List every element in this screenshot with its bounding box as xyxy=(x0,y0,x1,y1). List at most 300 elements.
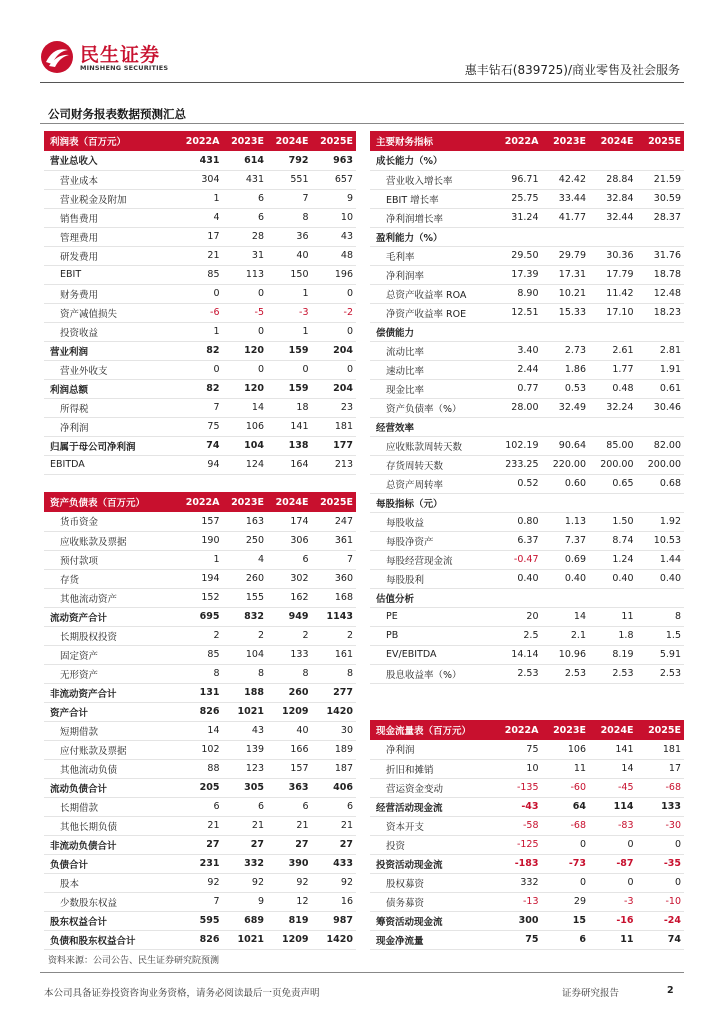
row-value: -58 xyxy=(494,816,542,835)
minsheng-logo-icon xyxy=(40,40,74,74)
row-label: 负债和股东权益合计 xyxy=(44,930,178,949)
table-row xyxy=(370,303,684,322)
row-label: 少数股东权益 xyxy=(44,892,178,911)
row-value: 31.24 xyxy=(494,208,542,227)
row-value: 17.10 xyxy=(589,303,637,322)
row-value: -16 xyxy=(589,911,637,930)
row-value: 332 xyxy=(223,854,268,873)
row-value: 0.40 xyxy=(589,569,637,588)
row-value: 15 xyxy=(542,911,590,930)
row-label: 总资产周转率 xyxy=(370,474,494,493)
row-value: 28 xyxy=(223,227,268,246)
row-value: 0 xyxy=(542,873,590,892)
row-value: 0 xyxy=(542,835,590,854)
row-value: 332 xyxy=(494,873,542,892)
row-value: 28.00 xyxy=(494,398,542,417)
row-value: 21 xyxy=(223,816,268,835)
table-row xyxy=(44,607,356,626)
row-value: 104 xyxy=(223,436,268,455)
row-value xyxy=(637,417,685,436)
row-value: -10 xyxy=(637,892,685,911)
row-value: 174 xyxy=(267,512,312,531)
row-value: -2 xyxy=(312,303,357,322)
table-row xyxy=(370,360,684,379)
table-row xyxy=(44,873,356,892)
row-value xyxy=(542,151,590,170)
row-value: 4 xyxy=(223,550,268,569)
row-value: 41.77 xyxy=(542,208,590,227)
row-value: 11 xyxy=(589,930,637,949)
row-label: 资产负债率（%） xyxy=(370,398,494,417)
table-row xyxy=(44,721,356,740)
row-value: 88 xyxy=(178,759,223,778)
row-value: 0 xyxy=(178,360,223,379)
row-label: 净利润 xyxy=(370,740,494,759)
row-label: 毛利率 xyxy=(370,246,494,265)
row-label: 投资活动现金流 xyxy=(370,854,494,873)
row-value: 9 xyxy=(312,189,357,208)
table-row xyxy=(370,664,684,683)
row-value: 74 xyxy=(178,436,223,455)
table-row xyxy=(44,797,356,816)
row-value: 1.24 xyxy=(589,550,637,569)
table-row xyxy=(370,740,684,759)
row-value: 431 xyxy=(223,170,268,189)
row-value: 1143 xyxy=(312,607,357,626)
header-year: 2025E xyxy=(637,720,685,740)
table-row xyxy=(370,493,684,512)
row-value: 75 xyxy=(494,930,542,949)
row-value: 187 xyxy=(312,759,357,778)
row-value: 551 xyxy=(267,170,312,189)
row-value: 0.48 xyxy=(589,379,637,398)
row-label: 每股收益 xyxy=(370,512,494,531)
header-year: 2025E xyxy=(312,131,357,151)
table-row xyxy=(370,797,684,816)
row-value: 3.40 xyxy=(494,341,542,360)
row-label: 现金比率 xyxy=(370,379,494,398)
row-label: 短期借款 xyxy=(44,721,178,740)
row-value: 1.77 xyxy=(589,360,637,379)
footer-report-type: 证券研究报告 xyxy=(562,988,620,999)
row-value: 92 xyxy=(178,873,223,892)
table-row xyxy=(44,341,356,360)
table-row xyxy=(44,702,356,721)
row-value: 832 xyxy=(223,607,268,626)
row-label: 总资产收益率 ROA xyxy=(370,284,494,303)
table-row xyxy=(44,322,356,341)
row-label: 无形资产 xyxy=(44,664,178,683)
row-value: 64 xyxy=(542,797,590,816)
row-value: 32.49 xyxy=(542,398,590,417)
row-value: 8 xyxy=(267,664,312,683)
table-row xyxy=(370,930,684,949)
row-value: 1 xyxy=(178,550,223,569)
row-value: 614 xyxy=(223,151,268,170)
row-label: 财务费用 xyxy=(44,284,178,303)
row-value: 247 xyxy=(312,512,357,531)
footer-disclaimer: 本公司具备证券投资咨询业务资格，请务必阅读最后一页免责声明 xyxy=(44,988,320,999)
row-value: 204 xyxy=(312,379,357,398)
row-label: 固定资产 xyxy=(44,645,178,664)
table-row xyxy=(370,398,684,417)
row-value: 6 xyxy=(267,797,312,816)
row-value: 305 xyxy=(223,778,268,797)
row-value: 120 xyxy=(223,379,268,398)
row-label: 速动比率 xyxy=(370,360,494,379)
row-value: 2.1 xyxy=(542,626,590,645)
row-value xyxy=(589,588,637,607)
row-value: 17.31 xyxy=(542,265,590,284)
row-value: 30 xyxy=(312,721,357,740)
table-row xyxy=(370,208,684,227)
table-row xyxy=(370,512,684,531)
row-value: 5.91 xyxy=(637,645,685,664)
row-value: 31.76 xyxy=(637,246,685,265)
row-label: 现金净流量 xyxy=(370,930,494,949)
row-value: 17 xyxy=(637,759,685,778)
row-value: 157 xyxy=(267,759,312,778)
row-value: 2.53 xyxy=(637,664,685,683)
row-label: 其他流动资产 xyxy=(44,588,178,607)
table-row xyxy=(44,854,356,873)
row-value xyxy=(637,151,685,170)
row-value: 363 xyxy=(267,778,312,797)
table-row xyxy=(370,531,684,550)
row-value: 21 xyxy=(267,816,312,835)
row-value: 133 xyxy=(637,797,685,816)
row-value xyxy=(637,227,685,246)
table-row xyxy=(44,151,356,170)
row-value: 0.61 xyxy=(637,379,685,398)
table-row xyxy=(44,189,356,208)
row-value xyxy=(542,227,590,246)
row-value: 2 xyxy=(223,626,268,645)
row-value: 159 xyxy=(267,379,312,398)
row-value: 12 xyxy=(267,892,312,911)
row-value: -135 xyxy=(494,778,542,797)
table-row xyxy=(44,417,356,436)
row-value: 21 xyxy=(178,246,223,265)
row-value: 139 xyxy=(223,740,268,759)
row-value xyxy=(494,227,542,246)
row-value: -24 xyxy=(637,911,685,930)
row-value: 0.65 xyxy=(589,474,637,493)
row-value: 260 xyxy=(223,569,268,588)
table-header-row xyxy=(370,720,684,740)
row-value: 82 xyxy=(178,379,223,398)
row-value: 8 xyxy=(312,664,357,683)
row-value: 161 xyxy=(312,645,357,664)
row-label: EBIT xyxy=(44,265,178,284)
row-value: 0 xyxy=(637,835,685,854)
row-value xyxy=(589,322,637,341)
row-value xyxy=(494,588,542,607)
row-value: 1.92 xyxy=(637,512,685,531)
table-row xyxy=(370,854,684,873)
row-value: 204 xyxy=(312,341,357,360)
row-label: 长期股权投资 xyxy=(44,626,178,645)
header-year: 2024E xyxy=(267,492,312,512)
row-value: 6 xyxy=(223,189,268,208)
row-label: 投资 xyxy=(370,835,494,854)
row-value: 1.44 xyxy=(637,550,685,569)
table-row xyxy=(370,892,684,911)
header-title: 利润表（百万元） xyxy=(44,131,178,151)
row-value: -30 xyxy=(637,816,685,835)
row-label: 股东权益合计 xyxy=(44,911,178,930)
table-row xyxy=(370,265,684,284)
row-value: 0.40 xyxy=(637,569,685,588)
table-row xyxy=(370,816,684,835)
table-row xyxy=(44,588,356,607)
row-label: 管理费用 xyxy=(44,227,178,246)
table-row xyxy=(370,550,684,569)
table-row xyxy=(44,835,356,854)
row-value: 10 xyxy=(494,759,542,778)
row-value: 595 xyxy=(178,911,223,930)
row-value: 96.71 xyxy=(494,170,542,189)
table-row xyxy=(44,227,356,246)
table-row xyxy=(44,911,356,930)
row-value: 6 xyxy=(312,797,357,816)
row-value: 141 xyxy=(589,740,637,759)
row-value: 196 xyxy=(312,265,357,284)
source-note: 资料来源：公司公告、民生证券研究院预测 xyxy=(48,956,220,966)
table-row xyxy=(370,911,684,930)
row-label: EV/EBITDA xyxy=(370,645,494,664)
row-value: 42.42 xyxy=(542,170,590,189)
row-value: 2.53 xyxy=(542,664,590,683)
table-row xyxy=(44,265,356,284)
header-title: 主要财务指标 xyxy=(370,131,494,151)
row-value: 695 xyxy=(178,607,223,626)
row-value: 1.5 xyxy=(637,626,685,645)
row-value: 0 xyxy=(312,360,357,379)
row-value xyxy=(589,493,637,512)
row-value: 826 xyxy=(178,702,223,721)
table-row xyxy=(370,227,684,246)
row-value: 21 xyxy=(312,816,357,835)
row-value: 657 xyxy=(312,170,357,189)
row-value: 6 xyxy=(542,930,590,949)
row-label: 每股净资产 xyxy=(370,531,494,550)
table-row xyxy=(370,569,684,588)
row-value: 10 xyxy=(312,208,357,227)
row-value: 361 xyxy=(312,531,357,550)
table-row xyxy=(370,588,684,607)
row-label: 流动比率 xyxy=(370,341,494,360)
row-value: -87 xyxy=(589,854,637,873)
row-value: 7 xyxy=(267,189,312,208)
row-value: 124 xyxy=(223,455,268,474)
table-row xyxy=(44,531,356,550)
row-value: -183 xyxy=(494,854,542,873)
row-label: 应收账款及票据 xyxy=(44,531,178,550)
row-label: 货币资金 xyxy=(44,512,178,531)
table-row xyxy=(44,284,356,303)
table-row xyxy=(370,379,684,398)
row-value: 28.37 xyxy=(637,208,685,227)
row-value: 205 xyxy=(178,778,223,797)
table-header-row xyxy=(370,131,684,151)
header-year: 2025E xyxy=(637,131,685,151)
row-value: 20 xyxy=(494,607,542,626)
row-value: 0 xyxy=(223,284,268,303)
row-value: 0 xyxy=(589,873,637,892)
row-value: -68 xyxy=(542,816,590,835)
row-value: 106 xyxy=(542,740,590,759)
row-value: 168 xyxy=(312,588,357,607)
row-value: 306 xyxy=(267,531,312,550)
table-row xyxy=(370,284,684,303)
row-value: 2.5 xyxy=(494,626,542,645)
row-value: 10.53 xyxy=(637,531,685,550)
row-value: 220.00 xyxy=(542,455,590,474)
row-value: 277 xyxy=(312,683,357,702)
row-value: 29.50 xyxy=(494,246,542,265)
row-value: 131 xyxy=(178,683,223,702)
row-value: 2.53 xyxy=(494,664,542,683)
row-value: 85 xyxy=(178,645,223,664)
header-divider xyxy=(40,82,684,83)
row-value: 12.48 xyxy=(637,284,685,303)
row-value: 0 xyxy=(637,873,685,892)
row-value: 2.61 xyxy=(589,341,637,360)
row-label: 营业总收入 xyxy=(44,151,178,170)
row-value: -35 xyxy=(637,854,685,873)
row-value: 1 xyxy=(267,284,312,303)
row-value: 17.39 xyxy=(494,265,542,284)
row-label: 经营效率 xyxy=(370,417,494,436)
row-value: 11 xyxy=(589,607,637,626)
header-year: 2023E xyxy=(223,131,268,151)
row-value: 1 xyxy=(178,189,223,208)
row-value xyxy=(494,322,542,341)
row-value: 29 xyxy=(542,892,590,911)
row-value: 181 xyxy=(637,740,685,759)
row-value: 27 xyxy=(223,835,268,854)
row-value: 30.46 xyxy=(637,398,685,417)
row-value: 304 xyxy=(178,170,223,189)
row-value: 189 xyxy=(312,740,357,759)
row-value: 0 xyxy=(312,284,357,303)
income-statement-table xyxy=(44,131,356,475)
table-row xyxy=(370,873,684,892)
title-divider xyxy=(40,123,684,124)
row-label: 营业利润 xyxy=(44,341,178,360)
row-label: 股息收益率（%） xyxy=(370,664,494,683)
row-label: EBIT 增长率 xyxy=(370,189,494,208)
row-value: 36 xyxy=(267,227,312,246)
table-row xyxy=(370,645,684,664)
row-value: 48 xyxy=(312,246,357,265)
row-label: 归属于母公司净利润 xyxy=(44,436,178,455)
row-value: 113 xyxy=(223,265,268,284)
row-value: 250 xyxy=(223,531,268,550)
logo-cn-text: 民生证券 xyxy=(80,44,161,66)
row-value: 138 xyxy=(267,436,312,455)
row-value: 27 xyxy=(267,835,312,854)
header-title: 资产负债表（百万元） xyxy=(44,492,178,512)
row-label: 负债合计 xyxy=(44,854,178,873)
table-header-row xyxy=(44,131,356,151)
table-row xyxy=(370,626,684,645)
row-value: 82.00 xyxy=(637,436,685,455)
page-number: 2 xyxy=(667,985,674,996)
row-value: -68 xyxy=(637,778,685,797)
row-value: 792 xyxy=(267,151,312,170)
row-value: 1420 xyxy=(312,930,357,949)
row-value: -60 xyxy=(542,778,590,797)
row-value: 43 xyxy=(223,721,268,740)
table-row xyxy=(370,778,684,797)
row-value: -3 xyxy=(267,303,312,322)
row-label: 盈利能力（%） xyxy=(370,227,494,246)
row-label: 折旧和摊销 xyxy=(370,759,494,778)
header-year: 2023E xyxy=(223,492,268,512)
row-value: -5 xyxy=(223,303,268,322)
table-header-row xyxy=(44,492,356,512)
row-label: PB xyxy=(370,626,494,645)
row-label: 流动资产合计 xyxy=(44,607,178,626)
row-value: 92 xyxy=(312,873,357,892)
row-label: 营业成本 xyxy=(44,170,178,189)
row-value: 150 xyxy=(267,265,312,284)
row-value: 14 xyxy=(542,607,590,626)
row-label: 非流动资产合计 xyxy=(44,683,178,702)
row-label: 每股指标（元） xyxy=(370,493,494,512)
row-value: 164 xyxy=(267,455,312,474)
row-value: 82 xyxy=(178,341,223,360)
cash-flow-table xyxy=(370,720,684,950)
row-label: 营运资金变动 xyxy=(370,778,494,797)
table-row xyxy=(370,607,684,626)
row-value: -83 xyxy=(589,816,637,835)
row-value: 27 xyxy=(178,835,223,854)
table-row xyxy=(44,778,356,797)
table-row xyxy=(370,835,684,854)
row-label: 存货 xyxy=(44,569,178,588)
row-value: 2 xyxy=(312,626,357,645)
row-value: 28.84 xyxy=(589,170,637,189)
row-value: 162 xyxy=(267,588,312,607)
header-title: 现金流量表（百万元） xyxy=(370,720,494,740)
row-value: 18 xyxy=(267,398,312,417)
row-value: 200.00 xyxy=(589,455,637,474)
row-value: 30.59 xyxy=(637,189,685,208)
row-value: 6 xyxy=(178,797,223,816)
row-value: -45 xyxy=(589,778,637,797)
row-value: 163 xyxy=(223,512,268,531)
row-label: 净资产收益率 ROE xyxy=(370,303,494,322)
row-value: 1 xyxy=(267,322,312,341)
row-value: 200.00 xyxy=(637,455,685,474)
row-value: 8 xyxy=(267,208,312,227)
row-value: 433 xyxy=(312,854,357,873)
row-value: 360 xyxy=(312,569,357,588)
row-value: 25.75 xyxy=(494,189,542,208)
row-value: 40 xyxy=(267,721,312,740)
table-row xyxy=(44,398,356,417)
row-value: 102.19 xyxy=(494,436,542,455)
row-value: 43 xyxy=(312,227,357,246)
row-value: 21.59 xyxy=(637,170,685,189)
table-row xyxy=(44,645,356,664)
row-value: 406 xyxy=(312,778,357,797)
row-value: 300 xyxy=(494,911,542,930)
row-value: 74 xyxy=(637,930,685,949)
